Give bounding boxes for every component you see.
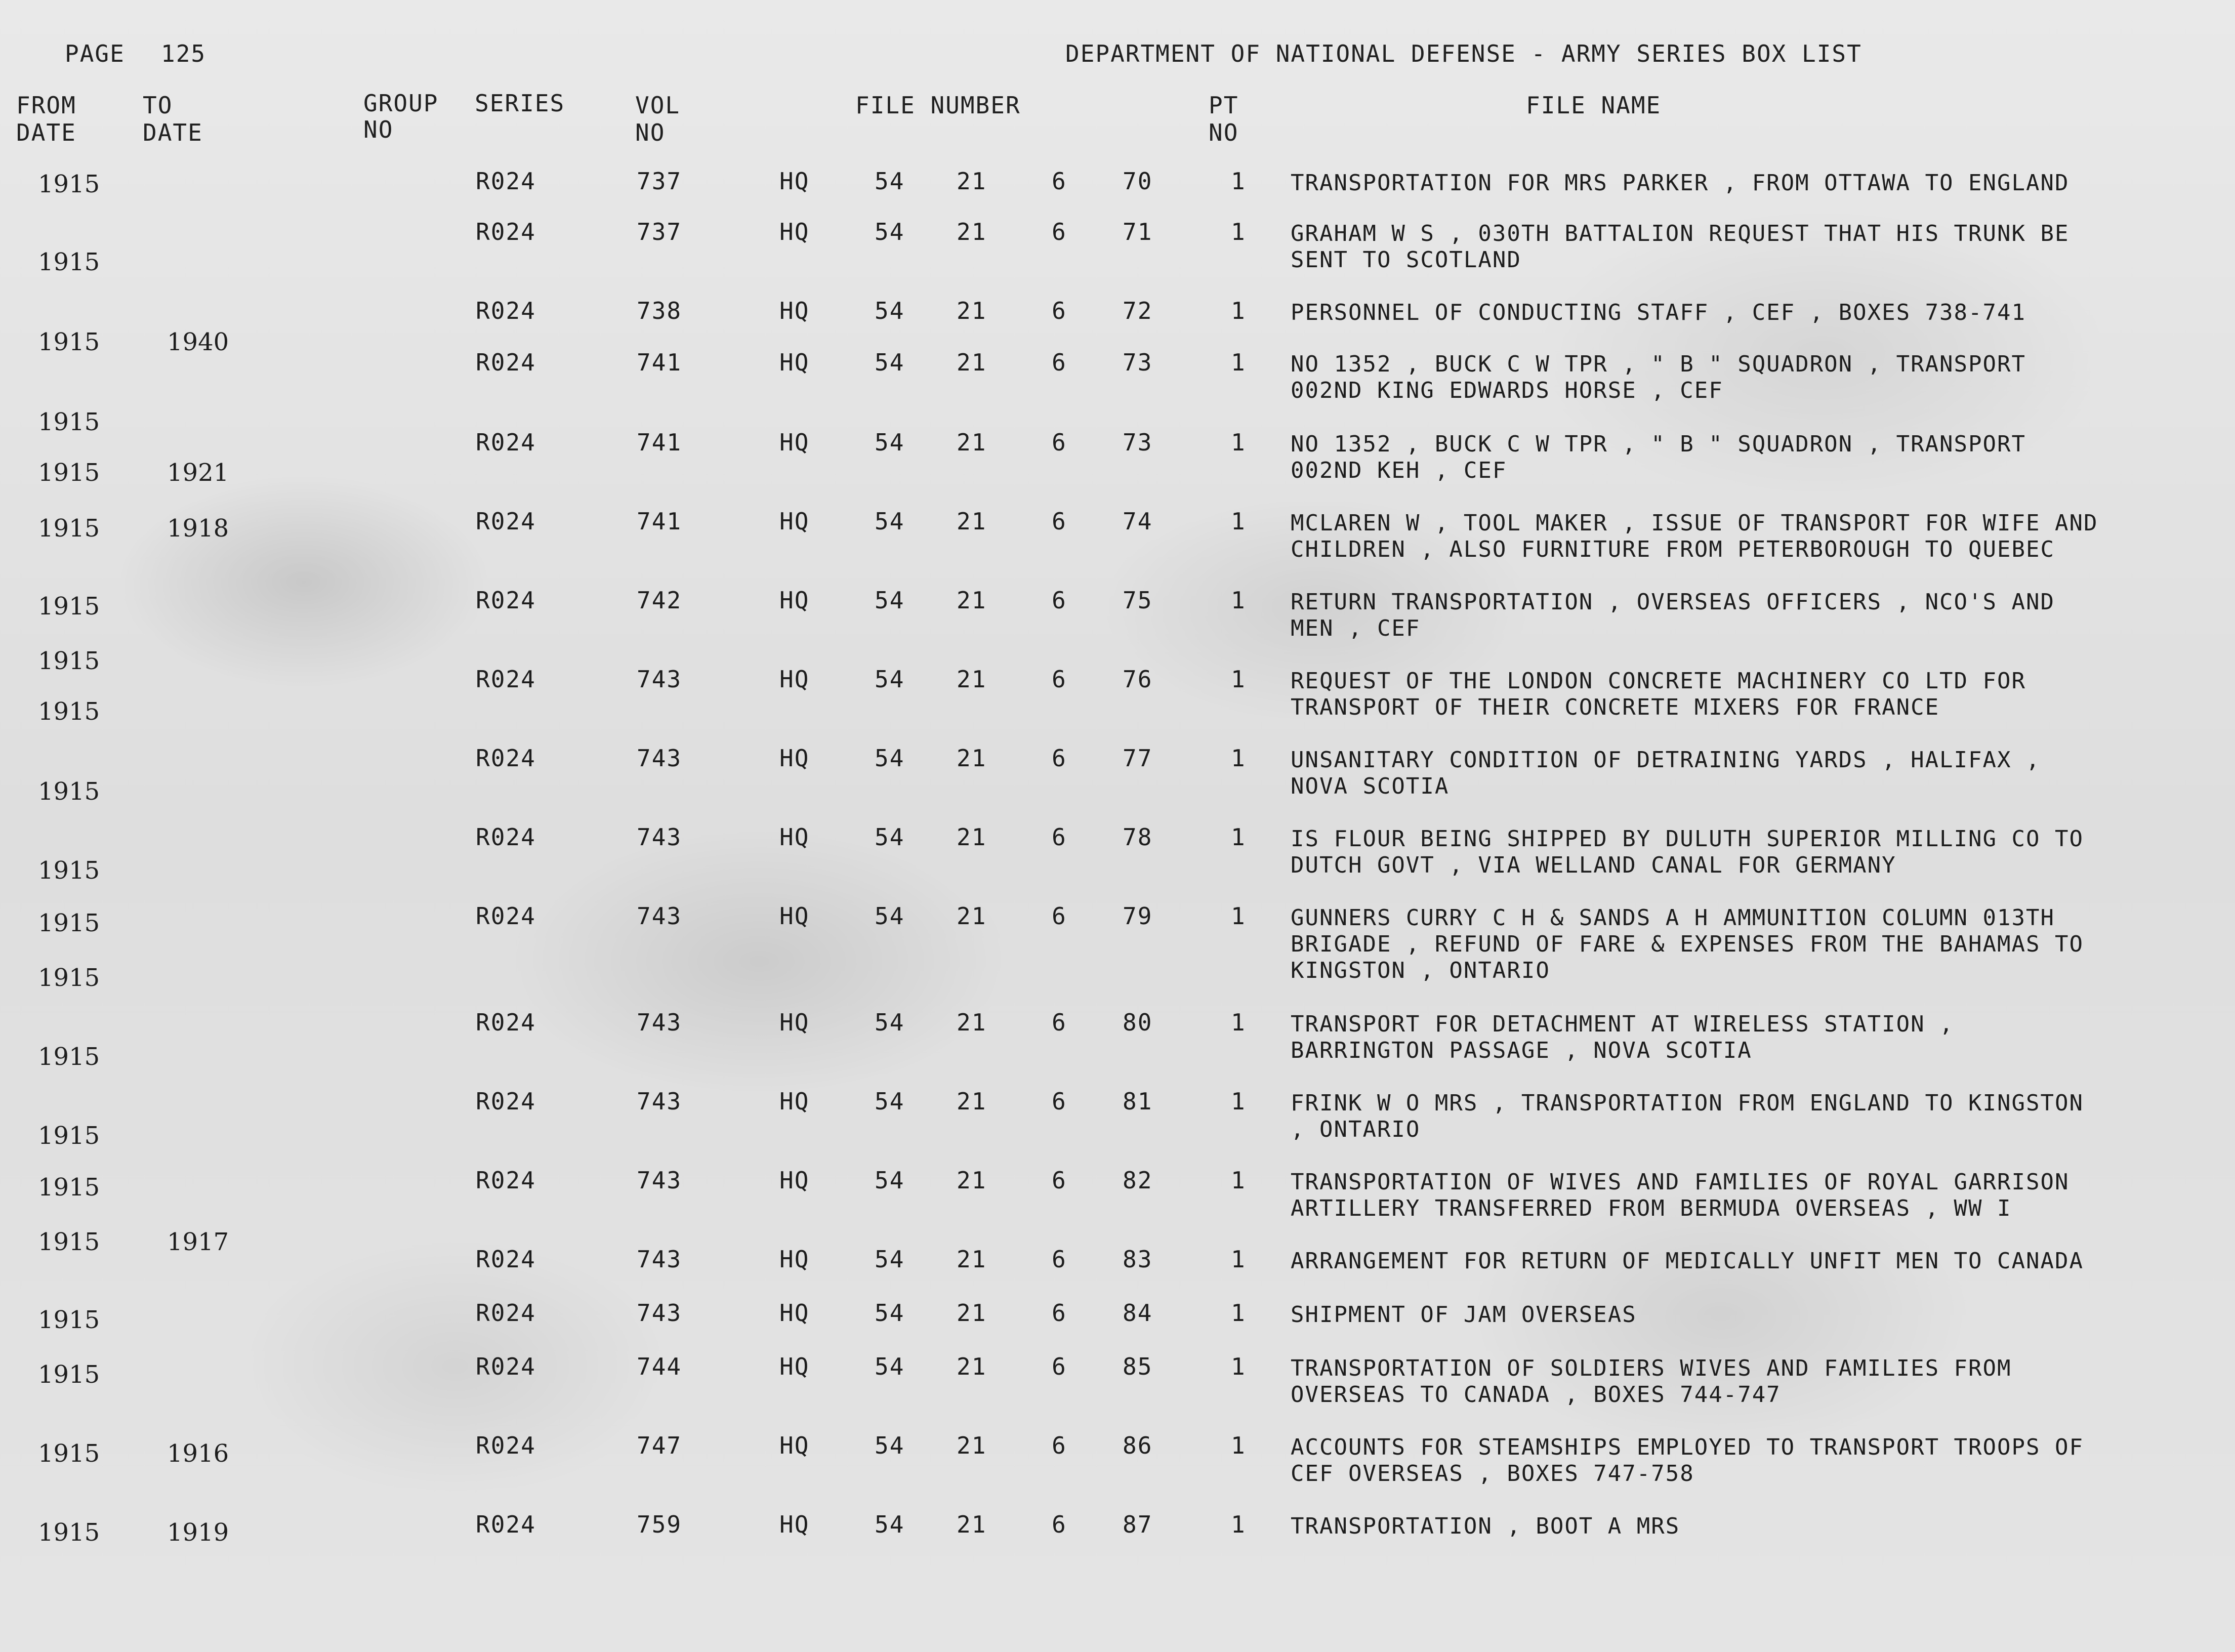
office-code-cell: HQ bbox=[779, 1299, 810, 1327]
col-to-date-line2: DATE bbox=[143, 119, 203, 146]
file-name-cell bbox=[1291, 170, 2202, 196]
file-number-part-1: 54 bbox=[875, 218, 905, 245]
file-number-part-4: 73 bbox=[1123, 349, 1153, 376]
file-number-part-2: 21 bbox=[957, 1009, 987, 1036]
volume-cell: 743 bbox=[637, 1088, 682, 1115]
file-number-part-2: 21 bbox=[957, 823, 987, 851]
series-cell: R024 bbox=[476, 666, 536, 693]
from-date: 1915 bbox=[38, 697, 100, 726]
file-number-part-4: 85 bbox=[1123, 1353, 1153, 1380]
part-number-cell: 1 bbox=[1231, 666, 1246, 693]
file-name-cell bbox=[1291, 1434, 2202, 1487]
file-number-part-2: 21 bbox=[957, 1088, 987, 1115]
file-name-line: 002ND KEH , CEF bbox=[1291, 458, 1507, 483]
office-code-cell: HQ bbox=[779, 745, 810, 772]
file-number-part-1: 54 bbox=[875, 1353, 905, 1380]
file-number-part-3: 6 bbox=[1052, 168, 1067, 195]
volume-cell: 743 bbox=[637, 902, 682, 930]
part-number-cell: 1 bbox=[1231, 1088, 1246, 1115]
file-name-line: IS FLOUR BEING SHIPPED BY DULUTH SUPERIOR MILLING CO TO bbox=[1291, 826, 2084, 852]
file-number-part-3: 6 bbox=[1052, 1088, 1067, 1115]
file-number-part-3: 6 bbox=[1052, 902, 1067, 930]
col-group-no-line2: NO bbox=[363, 116, 394, 143]
col-to-date-line1: TO bbox=[143, 92, 173, 119]
series-cell: R024 bbox=[476, 902, 536, 930]
file-number-part-3: 6 bbox=[1052, 349, 1067, 376]
file-number-part-1: 54 bbox=[875, 429, 905, 456]
from-date: 1915 bbox=[38, 170, 100, 198]
file-number-part-3: 6 bbox=[1052, 429, 1067, 456]
file-number-part-2: 21 bbox=[957, 1299, 987, 1327]
series-cell: R024 bbox=[476, 1432, 536, 1459]
file-number-part-2: 21 bbox=[957, 508, 987, 535]
part-number-cell: 1 bbox=[1231, 1353, 1246, 1380]
file-number-part-2: 21 bbox=[957, 168, 987, 195]
col-pt-no-line1: PT bbox=[1209, 92, 1239, 119]
file-number-part-3: 6 bbox=[1052, 218, 1067, 245]
file-number-part-4: 76 bbox=[1123, 666, 1153, 693]
file-number-part-2: 21 bbox=[957, 902, 987, 930]
volume-cell: 743 bbox=[637, 823, 682, 851]
file-name-line: 002ND KING EDWARDS HORSE , CEF bbox=[1291, 378, 1723, 403]
office-code-cell: HQ bbox=[779, 1432, 810, 1459]
file-number-part-4: 84 bbox=[1123, 1299, 1153, 1327]
file-name-line: MEN , CEF bbox=[1291, 615, 1421, 641]
to-date: 1940 bbox=[167, 328, 229, 356]
file-number-part-3: 6 bbox=[1052, 508, 1067, 535]
file-number-part-4: 82 bbox=[1123, 1167, 1153, 1194]
file-name-line: NO 1352 , BUCK C W TPR , " B " SQUADRON , TRANSPORT bbox=[1291, 431, 2026, 457]
file-name-line: OVERSEAS TO CANADA , BOXES 744-747 bbox=[1291, 1382, 1781, 1408]
to-date: 1916 bbox=[167, 1439, 229, 1468]
file-name-line: DUTCH GOVT , VIA WELLAND CANAL FOR GERMANY bbox=[1291, 852, 1896, 878]
series-cell: R024 bbox=[476, 429, 536, 456]
file-number-part-3: 6 bbox=[1052, 823, 1067, 851]
file-name-line: BRIGADE , REFUND OF FARE & EXPENSES FROM THE BAHAMAS TO bbox=[1291, 931, 2084, 957]
file-number-part-2: 21 bbox=[957, 297, 987, 324]
file-name-cell bbox=[1291, 1169, 2202, 1222]
from-date: 1915 bbox=[38, 1439, 100, 1468]
file-number-part-2: 21 bbox=[957, 218, 987, 245]
file-name-line: TRANSPORT OF THEIR CONCRETE MIXERS FOR FRANCE bbox=[1291, 694, 1940, 720]
file-name-cell bbox=[1291, 510, 2202, 563]
file-name-cell bbox=[1291, 747, 2202, 800]
volume-cell: 743 bbox=[637, 745, 682, 772]
file-name-cell bbox=[1291, 1355, 2202, 1408]
volume-cell: 743 bbox=[637, 1167, 682, 1194]
file-number-part-1: 54 bbox=[875, 297, 905, 324]
to-date: 1919 bbox=[167, 1518, 229, 1547]
file-number-part-1: 54 bbox=[875, 1432, 905, 1459]
office-code-cell: HQ bbox=[779, 1511, 810, 1538]
volume-cell: 737 bbox=[637, 218, 682, 245]
file-number-part-4: 72 bbox=[1123, 297, 1153, 324]
file-number-part-3: 6 bbox=[1052, 1432, 1067, 1459]
volume-cell: 741 bbox=[637, 508, 682, 535]
file-number-part-4: 83 bbox=[1123, 1246, 1153, 1273]
office-code-cell: HQ bbox=[779, 508, 810, 535]
file-name-line: FRINK W O MRS , TRANSPORTATION FROM ENGLAND TO KINGSTON bbox=[1291, 1090, 2084, 1116]
series-cell: R024 bbox=[476, 1246, 536, 1273]
file-name-cell bbox=[1291, 905, 2202, 984]
office-code-cell: HQ bbox=[779, 1167, 810, 1194]
series-cell: R024 bbox=[476, 218, 536, 245]
volume-cell: 743 bbox=[637, 1246, 682, 1273]
from-date: 1915 bbox=[38, 1360, 100, 1389]
from-date: 1915 bbox=[38, 1518, 100, 1547]
file-number-part-3: 6 bbox=[1052, 745, 1067, 772]
file-name-cell bbox=[1291, 351, 2202, 404]
file-number-part-3: 6 bbox=[1052, 1299, 1067, 1327]
file-number-part-1: 54 bbox=[875, 1511, 905, 1538]
file-name-line: RETURN TRANSPORTATION , OVERSEAS OFFICERS , NCO'S AND bbox=[1291, 589, 2055, 615]
file-name-line: NO 1352 , BUCK C W TPR , " B " SQUADRON , TRANSPORT bbox=[1291, 351, 2026, 377]
part-number-cell: 1 bbox=[1231, 508, 1246, 535]
file-name-line: MCLAREN W , TOOL MAKER , ISSUE OF TRANSPORT FOR WIFE AND bbox=[1291, 510, 2098, 536]
part-number-cell: 1 bbox=[1231, 1009, 1246, 1036]
file-name-line: TRANSPORTATION OF WIVES AND FAMILIES OF ROYAL GARRISON bbox=[1291, 1169, 2070, 1195]
file-name-line: ACCOUNTS FOR STEAMSHIPS EMPLOYED TO TRANSPORT TROOPS OF bbox=[1291, 1434, 2084, 1460]
volume-cell: 738 bbox=[637, 297, 682, 324]
file-name-cell bbox=[1291, 1011, 2202, 1064]
file-number-part-4: 73 bbox=[1123, 429, 1153, 456]
file-name-line: CHILDREN , ALSO FURNITURE FROM PETERBOROUGH TO QUEBEC bbox=[1291, 536, 2055, 562]
office-code-cell: HQ bbox=[779, 823, 810, 851]
file-number-part-1: 54 bbox=[875, 1009, 905, 1036]
file-name-cell bbox=[1291, 1090, 2202, 1143]
file-name-line: REQUEST OF THE LONDON CONCRETE MACHINERY CO LTD FOR bbox=[1291, 668, 2026, 694]
file-number-part-3: 6 bbox=[1052, 587, 1067, 614]
to-date: 1921 bbox=[167, 459, 229, 487]
file-name-cell bbox=[1291, 1302, 2202, 1328]
part-number-cell: 1 bbox=[1231, 429, 1246, 456]
to-date: 1917 bbox=[167, 1228, 229, 1256]
col-group-no-line1: GROUP bbox=[363, 90, 439, 117]
file-name-line: TRANSPORTATION , BOOT A MRS bbox=[1291, 1513, 1680, 1539]
from-date: 1915 bbox=[38, 459, 100, 487]
office-code-cell: HQ bbox=[779, 297, 810, 324]
from-date: 1915 bbox=[38, 909, 100, 937]
file-number-part-2: 21 bbox=[957, 1246, 987, 1273]
volume-cell: 747 bbox=[637, 1432, 682, 1459]
from-date: 1915 bbox=[38, 1122, 100, 1150]
file-name-cell bbox=[1291, 300, 2202, 326]
series-cell: R024 bbox=[476, 745, 536, 772]
file-number-part-4: 74 bbox=[1123, 508, 1153, 535]
file-name-cell bbox=[1291, 668, 2202, 721]
volume-cell: 759 bbox=[637, 1511, 682, 1538]
office-code-cell: HQ bbox=[779, 1353, 810, 1380]
file-name-line: SENT TO SCOTLAND bbox=[1291, 247, 1521, 273]
office-code-cell: HQ bbox=[779, 1246, 810, 1273]
volume-cell: 741 bbox=[637, 429, 682, 456]
file-number-part-4: 81 bbox=[1123, 1088, 1153, 1115]
from-date: 1915 bbox=[38, 1306, 100, 1334]
file-number-part-2: 21 bbox=[957, 429, 987, 456]
file-name-line: , ONTARIO bbox=[1291, 1117, 1421, 1142]
file-number-part-1: 54 bbox=[875, 508, 905, 535]
office-code-cell: HQ bbox=[779, 902, 810, 930]
file-name-line: UNSANITARY CONDITION OF DETRAINING YARDS , HALIFAX , bbox=[1291, 747, 2041, 773]
to-date: 1918 bbox=[167, 514, 229, 543]
from-date: 1915 bbox=[38, 1043, 100, 1071]
file-number-part-2: 21 bbox=[957, 1353, 987, 1380]
file-number-part-4: 87 bbox=[1123, 1511, 1153, 1538]
file-number-part-1: 54 bbox=[875, 666, 905, 693]
file-name-cell bbox=[1291, 1248, 2202, 1274]
file-number-part-4: 75 bbox=[1123, 587, 1153, 614]
part-number-cell: 1 bbox=[1231, 587, 1246, 614]
col-from-date-line2: DATE bbox=[16, 119, 76, 146]
file-name-cell bbox=[1291, 431, 2202, 484]
from-date: 1915 bbox=[38, 647, 100, 675]
page-number: 125 bbox=[161, 40, 206, 67]
file-name-line: TRANSPORTATION FOR MRS PARKER , FROM OTTAWA TO ENGLAND bbox=[1291, 170, 2070, 196]
file-name-line: TRANSPORT FOR DETACHMENT AT WIRELESS STATION , bbox=[1291, 1011, 1954, 1037]
file-number-part-1: 54 bbox=[875, 902, 905, 930]
col-vol-no-line1: VOL bbox=[635, 92, 681, 119]
file-number-part-3: 6 bbox=[1052, 1246, 1067, 1273]
file-name-line: NOVA SCOTIA bbox=[1291, 773, 1450, 799]
col-vol-no-line2: NO bbox=[635, 119, 666, 146]
from-date: 1915 bbox=[38, 328, 100, 356]
series-cell: R024 bbox=[476, 587, 536, 614]
file-number-part-2: 21 bbox=[957, 1511, 987, 1538]
part-number-cell: 1 bbox=[1231, 1167, 1246, 1194]
file-name-line: GUNNERS CURRY C H & SANDS A H AMMUNITION COLUMN 013TH bbox=[1291, 905, 2055, 931]
office-code-cell: HQ bbox=[779, 218, 810, 245]
series-cell: R024 bbox=[476, 1511, 536, 1538]
file-number-part-4: 86 bbox=[1123, 1432, 1153, 1459]
part-number-cell: 1 bbox=[1231, 1511, 1246, 1538]
from-date: 1915 bbox=[38, 1228, 100, 1256]
file-name-line: BARRINGTON PASSAGE , NOVA SCOTIA bbox=[1291, 1038, 1752, 1063]
part-number-cell: 1 bbox=[1231, 1432, 1246, 1459]
series-cell: R024 bbox=[476, 168, 536, 195]
file-number-part-4: 77 bbox=[1123, 745, 1153, 772]
file-number-part-2: 21 bbox=[957, 349, 987, 376]
office-code-cell: HQ bbox=[779, 1009, 810, 1036]
volume-cell: 743 bbox=[637, 666, 682, 693]
col-file-number: FILE NUMBER bbox=[855, 92, 1021, 119]
file-number-part-4: 78 bbox=[1123, 823, 1153, 851]
file-name-cell bbox=[1291, 1513, 2202, 1540]
volume-cell: 743 bbox=[637, 1299, 682, 1327]
from-date: 1915 bbox=[38, 856, 100, 885]
office-code-cell: HQ bbox=[779, 349, 810, 376]
office-code-cell: HQ bbox=[779, 587, 810, 614]
office-code-cell: HQ bbox=[779, 168, 810, 195]
file-number-part-4: 79 bbox=[1123, 902, 1153, 930]
file-name-line: KINGSTON , ONTARIO bbox=[1291, 958, 1550, 983]
file-number-part-2: 21 bbox=[957, 1432, 987, 1459]
file-name-cell bbox=[1291, 589, 2202, 642]
part-number-cell: 1 bbox=[1231, 218, 1246, 245]
part-number-cell: 1 bbox=[1231, 168, 1246, 195]
part-number-cell: 1 bbox=[1231, 902, 1246, 930]
from-date: 1915 bbox=[38, 248, 100, 276]
series-cell: R024 bbox=[476, 1299, 536, 1327]
from-date: 1915 bbox=[38, 777, 100, 806]
file-number-part-2: 21 bbox=[957, 745, 987, 772]
page-label: PAGE bbox=[65, 40, 125, 67]
from-date: 1915 bbox=[38, 514, 100, 543]
col-file-name: FILE NAME bbox=[1526, 92, 1662, 119]
from-date: 1915 bbox=[38, 592, 100, 621]
file-number-part-4: 70 bbox=[1123, 168, 1153, 195]
from-date: 1915 bbox=[38, 408, 100, 436]
office-code-cell: HQ bbox=[779, 1088, 810, 1115]
part-number-cell: 1 bbox=[1231, 745, 1246, 772]
series-cell: R024 bbox=[476, 1088, 536, 1115]
volume-cell: 743 bbox=[637, 1009, 682, 1036]
document-title: DEPARTMENT OF NATIONAL DEFENSE - ARMY SERIES BOX LIST bbox=[1065, 40, 1862, 67]
file-name-line: TRANSPORTATION OF SOLDIERS WIVES AND FAMILIES FROM bbox=[1291, 1355, 2012, 1381]
col-pt-no-line2: NO bbox=[1209, 119, 1239, 146]
file-name-cell bbox=[1291, 826, 2202, 879]
file-number-part-3: 6 bbox=[1052, 297, 1067, 324]
file-number-part-1: 54 bbox=[875, 1299, 905, 1327]
file-number-part-1: 54 bbox=[875, 1088, 905, 1115]
part-number-cell: 1 bbox=[1231, 297, 1246, 324]
col-series: SERIES bbox=[475, 90, 565, 117]
file-number-part-4: 71 bbox=[1123, 218, 1153, 245]
file-name-line: ARRANGEMENT FOR RETURN OF MEDICALLY UNFIT MEN TO CANADA bbox=[1291, 1248, 2084, 1274]
series-cell: R024 bbox=[476, 349, 536, 376]
col-from-date-line1: FROM bbox=[16, 92, 76, 119]
office-code-cell: HQ bbox=[779, 429, 810, 456]
file-number-part-1: 54 bbox=[875, 168, 905, 195]
file-number-part-4: 80 bbox=[1123, 1009, 1153, 1036]
series-cell: R024 bbox=[476, 508, 536, 535]
file-number-part-3: 6 bbox=[1052, 1353, 1067, 1380]
office-code-cell: HQ bbox=[779, 666, 810, 693]
volume-cell: 744 bbox=[637, 1353, 682, 1380]
part-number-cell: 1 bbox=[1231, 1299, 1246, 1327]
part-number-cell: 1 bbox=[1231, 1246, 1246, 1273]
file-number-part-1: 54 bbox=[875, 1246, 905, 1273]
from-date: 1915 bbox=[38, 964, 100, 992]
file-number-part-1: 54 bbox=[875, 745, 905, 772]
file-number-part-3: 6 bbox=[1052, 1009, 1067, 1036]
file-number-part-3: 6 bbox=[1052, 1511, 1067, 1538]
file-number-part-3: 6 bbox=[1052, 666, 1067, 693]
file-number-part-1: 54 bbox=[875, 349, 905, 376]
file-name-line: GRAHAM W S , 030TH BATTALION REQUEST THAT HIS TRUNK BE bbox=[1291, 221, 2070, 246]
volume-cell: 737 bbox=[637, 168, 682, 195]
volume-cell: 742 bbox=[637, 587, 682, 614]
file-number-part-1: 54 bbox=[875, 823, 905, 851]
file-number-part-2: 21 bbox=[957, 666, 987, 693]
series-cell: R024 bbox=[476, 1009, 536, 1036]
file-number-part-2: 21 bbox=[957, 1167, 987, 1194]
volume-cell: 741 bbox=[637, 349, 682, 376]
file-number-part-3: 6 bbox=[1052, 1167, 1067, 1194]
part-number-cell: 1 bbox=[1231, 823, 1246, 851]
file-name-line: CEF OVERSEAS , BOXES 747-758 bbox=[1291, 1461, 1694, 1486]
file-name-line: ARTILLERY TRANSFERRED FROM BERMUDA OVERSEAS , WW I bbox=[1291, 1195, 2012, 1221]
series-cell: R024 bbox=[476, 1167, 536, 1194]
file-name-line: SHIPMENT OF JAM OVERSEAS bbox=[1291, 1302, 1637, 1328]
series-cell: R024 bbox=[476, 823, 536, 851]
part-number-cell: 1 bbox=[1231, 349, 1246, 376]
from-date: 1915 bbox=[38, 1173, 100, 1202]
file-name-line: PERSONNEL OF CONDUCTING STAFF , CEF , BOXES 738-741 bbox=[1291, 300, 2026, 325]
file-number-part-1: 54 bbox=[875, 587, 905, 614]
series-cell: R024 bbox=[476, 297, 536, 324]
file-number-part-2: 21 bbox=[957, 587, 987, 614]
series-cell: R024 bbox=[476, 1353, 536, 1380]
file-number-part-1: 54 bbox=[875, 1167, 905, 1194]
file-name-cell bbox=[1291, 221, 2202, 273]
